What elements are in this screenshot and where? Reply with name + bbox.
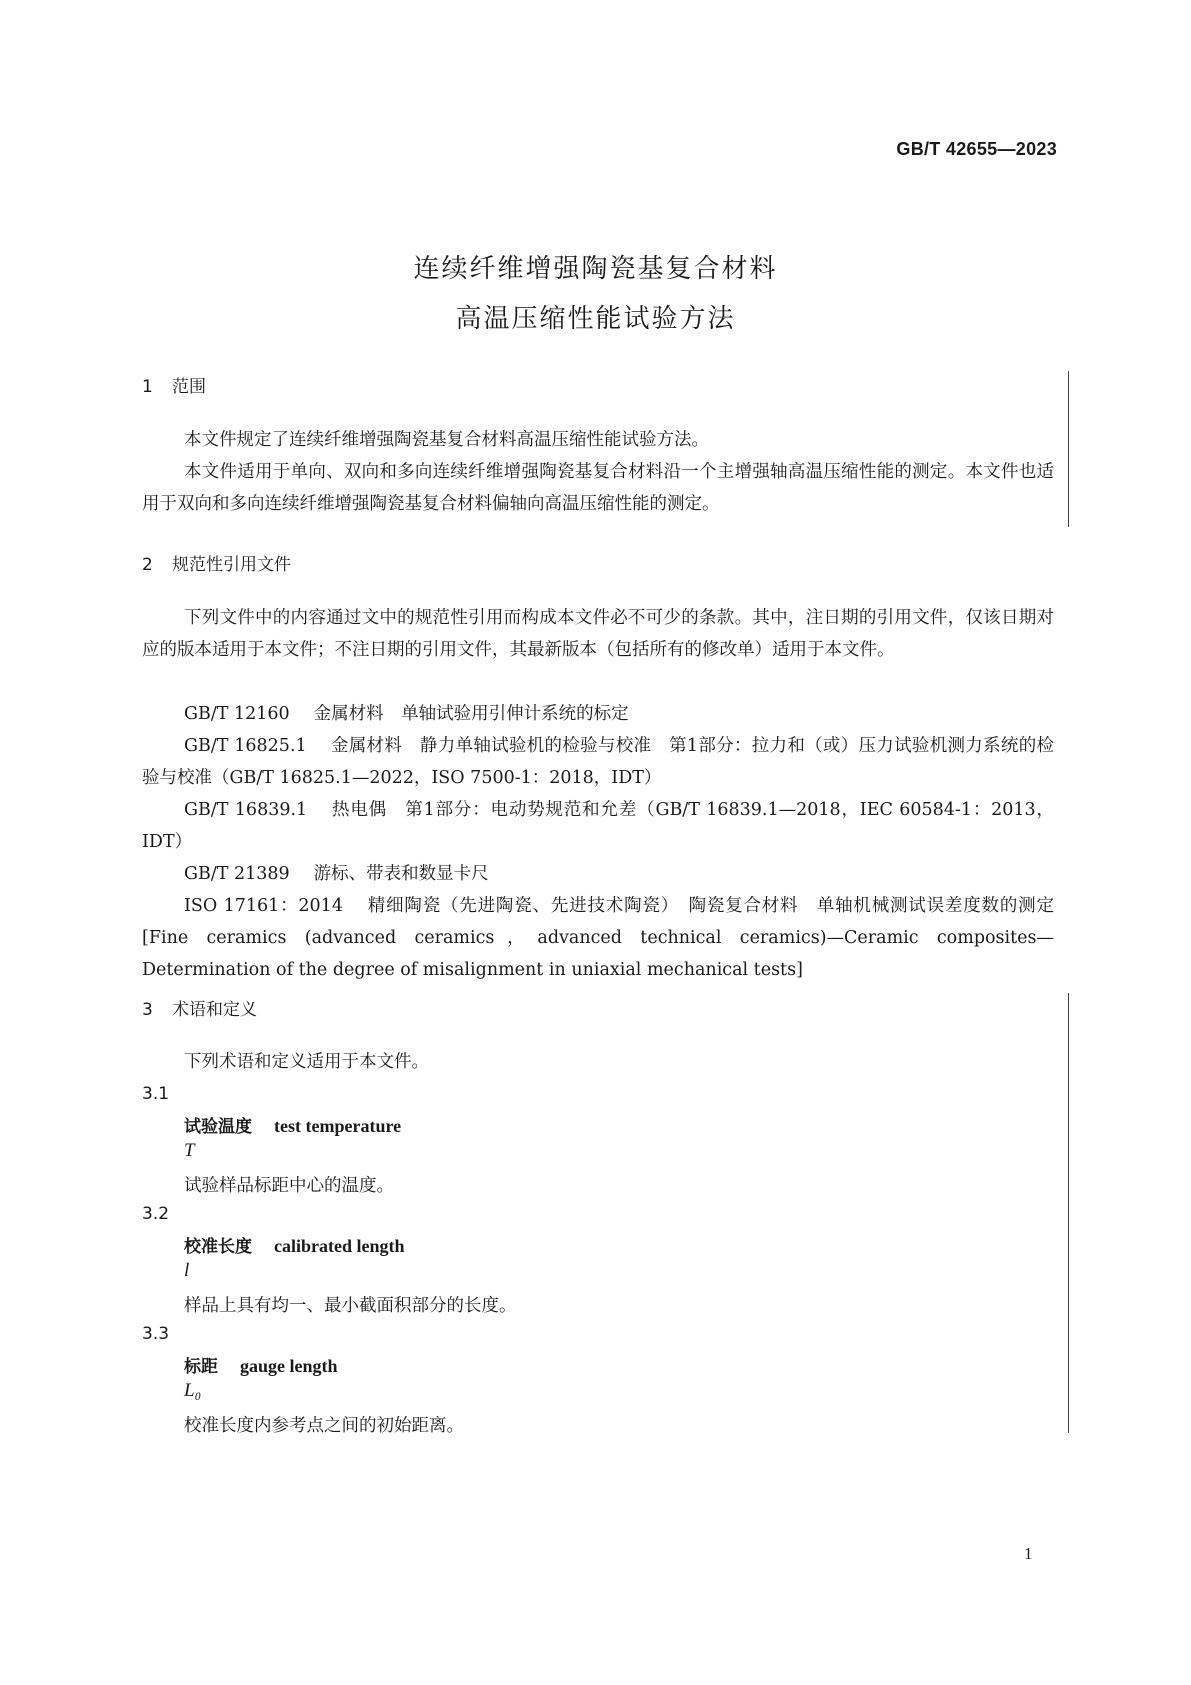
term-chinese: 校准长度 (184, 1237, 252, 1257)
reference-title: 金属材料 静力单轴试验机的检验与校准 第1部分：拉力和（或）压力试验机测力系统的检验与校准（GB/T 16825.1—2022，ISO 7500-1：2018，IDT） (142, 736, 1054, 788)
section-3-heading (142, 995, 257, 1020)
term-symbol: T (184, 1140, 195, 1161)
change-bar (1068, 371, 1069, 527)
section-2-heading (142, 550, 291, 575)
reference-item (142, 890, 1054, 986)
reference-code: GB/T 21389 (184, 864, 290, 884)
term-chinese: 标距 (184, 1357, 218, 1377)
reference-title: 精细陶瓷（先进陶瓷、先进技术陶瓷） 陶瓷复合材料 单轴机械测试误差度数的测定[Fine ceramics (advanced ceramics，advanced technical ceramics)—Ceramic composites—Determination of the degree of misalignment in uniaxial mechanical tests] (142, 896, 1054, 980)
reference-code: GB/T 16825.1 (184, 736, 307, 756)
term-number: 3.1 (142, 1084, 170, 1104)
reference-title: 金属材料 单轴试验用引伸计系统的标定 (313, 704, 629, 724)
term-entry (184, 1112, 401, 1137)
term-symbol: L₀ (184, 1380, 202, 1401)
terms-intro: 下列术语和定义适用于本文件。 (184, 1052, 429, 1072)
term-entry (184, 1352, 338, 1377)
section-number: 3 (142, 1000, 153, 1020)
references-intro: 下列文件中的内容通过文中的规范性引用而构成本文件必不可少的条款。其中，注日期的引用文件，仅该日期对应的版本适用于本文件；不注日期的引用文件，其最新版本（包括所有的修改单）适用于本文件。 (142, 608, 1054, 660)
document-title (0, 244, 1191, 344)
term-definition: 试验样品标距中心的温度。 (184, 1176, 394, 1196)
section-title: 术语和定义 (172, 1000, 257, 1020)
change-bar (1068, 993, 1069, 1433)
page-number: 1 (1024, 1544, 1033, 1563)
scope-paragraph-2: 本文件适用于单向、双向和多向连续纤维增强陶瓷基复合材料沿一个主增强轴高温压缩性能的测定。本文件也适用于双向和多向连续纤维增强陶瓷基复合材料偏轴向高温压缩性能的测定。 (142, 462, 1054, 514)
term-english: gauge length (240, 1356, 338, 1376)
reference-item (142, 730, 1054, 794)
term-entry (184, 1232, 405, 1257)
title-line-2: 高温压缩性能试验方法 (455, 304, 736, 334)
reference-item (142, 794, 1054, 858)
section-number: 2 (142, 555, 153, 575)
section-title: 规范性引用文件 (172, 555, 291, 575)
title-line-1: 连续纤维增强陶瓷基复合材料 (413, 254, 778, 284)
section-1-heading (142, 372, 206, 397)
term-number: 3.2 (142, 1204, 170, 1224)
standard-code: GB/T 42655—2023 (896, 139, 1057, 159)
section-number: 1 (142, 377, 153, 397)
reference-title: 热电偶 第1部分：电动势规范和允差（GB/T 16839.1—2018，IEC 60584-1：2013，IDT） (142, 800, 1054, 852)
term-definition: 校准长度内参考点之间的初始距离。 (184, 1416, 464, 1436)
term-english: test temperature (274, 1116, 402, 1136)
reference-item (142, 858, 1054, 890)
term-definition: 样品上具有均一、最小截面积部分的长度。 (184, 1296, 517, 1316)
scope-paragraph-1: 本文件规定了连续纤维增强陶瓷基复合材料高温压缩性能试验方法。 (184, 430, 709, 450)
reference-code: ISO 17161：2014 (184, 896, 343, 916)
term-symbol: l (184, 1260, 190, 1281)
reference-title: 游标、带表和数显卡尺 (313, 864, 489, 884)
reference-code: GB/T 12160 (184, 704, 290, 724)
term-chinese: 试验温度 (184, 1117, 252, 1137)
reference-code: GB/T 16839.1 (184, 800, 308, 820)
term-number: 3.3 (142, 1324, 170, 1344)
term-english: calibrated length (274, 1236, 405, 1256)
section-title: 范围 (172, 377, 206, 397)
reference-item (142, 698, 1054, 730)
